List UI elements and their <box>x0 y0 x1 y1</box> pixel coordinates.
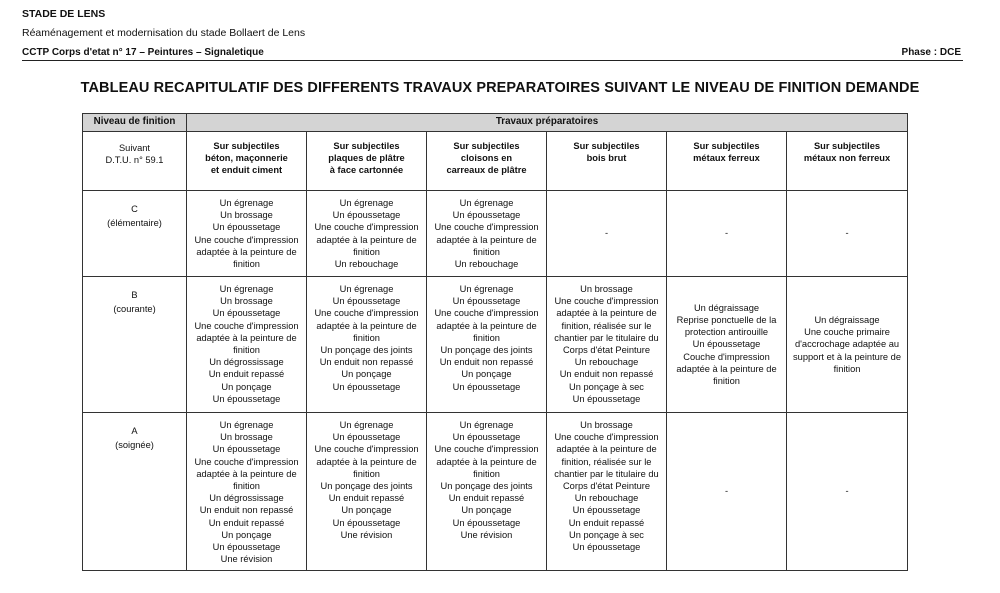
subjectile-header-line: métaux non ferreux <box>803 153 891 164</box>
preparatory-work-line: adaptée à la peinture de <box>316 320 417 331</box>
subjectile-header-line: Sur subjectiles <box>573 141 640 151</box>
preparatory-works-cell <box>667 413 787 571</box>
preparatory-work-line: chantier par le titulaire du <box>554 468 659 479</box>
finish-level-letter: B <box>131 290 138 300</box>
preparatory-work-line: - <box>724 228 729 239</box>
dtu-reference-cell <box>83 132 187 191</box>
preparatory-work-line: Une couche d'impression <box>554 432 659 443</box>
preparatory-work-line: finition <box>473 246 500 257</box>
subjectile-column-header <box>787 132 908 191</box>
preparatory-work-line: Un époussetage <box>692 339 761 350</box>
preparatory-work-line: adaptée à la peinture de <box>436 320 537 331</box>
cctp-label: CCTP Corps d'etat n° 17 – Peintures – Signaletique <box>22 47 264 58</box>
preparatory-work-line: Une révision <box>340 529 393 540</box>
subjectile-header-line: Sur subjectiles <box>813 141 881 151</box>
preparatory-work-line: Couche d'impression <box>683 351 770 362</box>
subjectile-header-line: plaques de plâtre <box>328 153 405 164</box>
preparatory-work-line: Un époussetage <box>452 517 521 528</box>
subjectile-header-line: bois brut <box>586 153 627 164</box>
finish-level-description: (élémentaire) <box>107 218 162 229</box>
preparatory-work-line: Un égrenage <box>339 198 394 208</box>
subjectile-column-header <box>547 132 667 191</box>
preparatory-work-line: Un enduit non repassé <box>319 357 414 368</box>
preparatory-work-line: finition, réalisée sur le <box>561 320 652 331</box>
preparatory-works-cell <box>787 277 908 413</box>
subjectile-column-header <box>187 132 307 191</box>
preparatory-work-line: Un dégrossissage <box>209 493 284 504</box>
preparatory-works-cell <box>667 277 787 413</box>
preparatory-work-line: Un rebouchage <box>334 259 399 270</box>
preparatory-works-cell <box>547 413 667 571</box>
preparatory-work-line: Un enduit non repassé <box>439 357 534 368</box>
preparatory-work-line: Un époussetage <box>572 393 641 404</box>
preparatory-work-line: finition <box>353 332 380 343</box>
preparatory-work-line: finition, réalisée sur le <box>561 456 652 467</box>
preparatory-work-line: adaptée à la peinture de <box>196 246 297 257</box>
document-subtitle: Réaménagement et modernisation du stade Bollaert de Lens <box>22 27 306 39</box>
subjectile-column-header <box>427 132 547 191</box>
preparatory-work-line: Un enduit repassé <box>328 493 405 504</box>
preparatory-work-line: Un égrenage <box>459 420 514 430</box>
preparatory-work-line: Une couche d'impression <box>194 320 299 331</box>
preparatory-work-line: Un époussetage <box>572 542 641 553</box>
preparatory-work-line: Un égrenage <box>459 198 514 208</box>
preparatory-work-line: Un époussetage <box>332 381 401 392</box>
finish-level-description: (soignée) <box>115 440 154 451</box>
preparatory-works-cell <box>427 413 547 571</box>
preparatory-work-line: Un époussetage <box>452 432 521 443</box>
subjectile-header-line: et enduit ciment <box>210 165 283 176</box>
preparatory-work-line: Un époussetage <box>212 308 281 319</box>
finish-level-cell <box>83 413 187 571</box>
preparatory-work-line: finition <box>713 376 740 386</box>
preparatory-work-line: Un époussetage <box>452 210 521 221</box>
finish-level-cell <box>83 191 187 277</box>
subjectile-header-line: Sur subjectiles <box>333 141 400 151</box>
subjectile-header-line: métaux ferreux <box>693 153 760 164</box>
preparatory-work-line: Un ponçage des joints <box>320 345 413 356</box>
preparatory-work-line: Un enduit repassé <box>208 517 285 528</box>
preparatory-work-line: Un brossage <box>220 432 273 443</box>
preparatory-work-line: Un ponçage <box>221 381 272 392</box>
preparatory-work-line: finition <box>353 246 380 257</box>
phase-label: Phase : DCE <box>901 47 961 58</box>
preparatory-work-line: Un brossage <box>220 296 273 307</box>
finish-level-row <box>83 191 908 277</box>
preparatory-work-line: Un ponçage des joints <box>440 345 533 356</box>
preparatory-work-line: Un enduit repassé <box>448 493 525 504</box>
preparatory-work-line: Reprise ponctuelle de la <box>676 314 777 325</box>
subjectile-header-line: Sur subjectiles <box>453 141 520 151</box>
preparatory-work-line: adaptée à la peinture de <box>556 308 657 319</box>
level-header: Niveau de finition <box>83 114 187 132</box>
preparatory-work-line: Un ponçage <box>221 529 272 540</box>
preparatory-work-line: Un ponçage des joints <box>320 481 413 492</box>
preparatory-work-line: Une couche d'impression <box>194 456 299 467</box>
subjectile-column-header <box>667 132 787 191</box>
preparatory-work-line: Un égrenage <box>339 284 394 294</box>
subjectile-header-line: Sur subjectiles <box>693 141 760 151</box>
preparatory-work-line: Un ponçage à sec <box>569 381 644 392</box>
preparatory-work-line: d'accrochage adaptée au <box>794 339 900 350</box>
preparatory-works-cell <box>667 191 787 277</box>
dtu-reference-line: D.T.U. n° 59.1 <box>105 155 164 166</box>
subjectile-column-header <box>307 132 427 191</box>
preparatory-works-cell <box>547 277 667 413</box>
preparatory-work-line: Un époussetage <box>212 542 281 553</box>
preparatory-work-line: Une couche d'impression <box>314 308 419 319</box>
preparatory-works-cell <box>307 191 427 277</box>
preparatory-work-line: finition <box>833 363 861 374</box>
finish-level-row <box>83 413 908 571</box>
finish-level-cell <box>83 277 187 413</box>
preparatory-work-line: Un époussetage <box>332 210 401 221</box>
preparatory-work-line: Une couche d'impression <box>434 222 539 233</box>
preparatory-work-line: Un rebouchage <box>574 493 639 504</box>
preparatory-work-line: adaptée à la peinture de <box>196 468 297 479</box>
preparatory-work-line: - <box>724 486 729 497</box>
preparatory-work-line: - <box>604 228 609 239</box>
preparatory-work-line: Une révision <box>220 554 273 565</box>
preparatory-work-line: adaptée à la peinture de <box>676 363 777 374</box>
preparatory-work-line: Un ponçage <box>461 369 512 380</box>
preparatory-work-line: Un rebouchage <box>574 357 639 368</box>
preparatory-work-line: adaptée à la peinture de <box>316 456 417 467</box>
preparatory-work-line: adaptée à la peinture de <box>436 456 537 467</box>
document-title: STADE DE LENS <box>22 8 106 20</box>
preparatory-work-line: Un ponçage <box>341 505 392 516</box>
preparatory-work-line: chantier par le titulaire du <box>554 332 659 343</box>
preparatory-work-line: finition <box>233 345 260 356</box>
preparatory-work-line: Un époussetage <box>212 444 281 455</box>
preparatory-work-line: Un ponçage à sec <box>569 529 644 540</box>
preparatory-work-line: Une révision <box>460 529 513 540</box>
preparatory-works-cell <box>187 191 307 277</box>
preparatory-work-line: Un époussetage <box>452 381 521 392</box>
preparatory-works-cell <box>547 191 667 277</box>
table-title: TABLEAU RECAPITULATIF DES DIFFERENTS TRAVAUX PREPARATOIRES SUIVANT LE NIVEAU DE FINITION DEMANDE <box>80 80 920 96</box>
preparatory-work-line: adaptée à la peinture de <box>436 234 537 245</box>
preparatory-work-line: Un ponçage <box>341 369 392 380</box>
preparatory-work-line: Une couche primaire <box>804 327 890 338</box>
preparatory-works-cell <box>787 413 908 571</box>
preparatory-work-line: Un ponçage des joints <box>440 481 533 492</box>
preparatory-work-line: Un brossage <box>580 284 633 294</box>
preparatory-work-line: Un époussetage <box>332 296 401 307</box>
preparatory-works-table <box>82 113 908 571</box>
preparatory-work-line: adaptée à la peinture de <box>556 444 657 455</box>
dtu-reference-line: Suivant <box>118 143 150 153</box>
preparatory-work-line: finition <box>473 468 500 479</box>
preparatory-work-line: Une couche d'impression <box>434 444 539 455</box>
preparatory-works-cell <box>787 191 908 277</box>
preparatory-work-line: Une couche d'impression <box>554 296 659 307</box>
preparatory-work-line: Un enduit repassé <box>208 369 285 380</box>
preparatory-work-line: Un époussetage <box>572 505 641 516</box>
preparatory-work-line: Un égrenage <box>219 284 274 294</box>
preparatory-work-line: Un dégrossissage <box>209 357 284 368</box>
preparatory-work-line: Un enduit repassé <box>568 517 645 528</box>
preparatory-work-line: Une couche d'impression <box>314 222 419 233</box>
preparatory-work-line: Un égrenage <box>219 420 274 430</box>
preparatory-work-line: Une couche d'impression <box>434 308 539 319</box>
preparatory-work-line: Un époussetage <box>212 222 281 233</box>
preparatory-work-line: Un époussetage <box>332 432 401 443</box>
preparatory-work-line: Une couche d'impression <box>314 444 419 455</box>
preparatory-work-line: Un époussetage <box>212 393 281 404</box>
cctp-line <box>22 47 963 61</box>
subjectile-header-line: cloisons en <box>460 153 513 164</box>
preparatory-work-line: Un époussetage <box>332 517 401 528</box>
preparatory-works-cell <box>427 277 547 413</box>
finish-level-description: (courante) <box>113 304 156 315</box>
preparatory-work-line: Corps d'état Peinture <box>562 345 651 356</box>
preparatory-works-cell <box>427 191 547 277</box>
subjectile-header-line: carreaux de plâtre <box>446 165 527 176</box>
preparatory-work-line: Un brossage <box>580 420 633 430</box>
preparatory-work-line: Un égrenage <box>219 198 274 208</box>
preparatory-work-line: Un enduit non repassé <box>199 505 294 516</box>
preparatory-work-line: Une couche d'impression <box>194 234 299 245</box>
preparatory-work-line: Un égrenage <box>459 284 514 294</box>
preparatory-work-line: Un dégraissage <box>693 302 760 313</box>
preparatory-work-line: finition <box>473 332 500 343</box>
preparatory-work-line: support et à la peinture de <box>793 351 902 362</box>
preparatory-work-line: protection antirouille <box>684 327 769 338</box>
preparatory-works-cell <box>307 413 427 571</box>
preparatory-work-line: - <box>845 486 849 497</box>
subjectile-header-line: à face cartonnée <box>329 165 404 176</box>
preparatory-work-line: finition <box>233 259 260 270</box>
preparatory-works-cell <box>307 277 427 413</box>
preparatory-work-line: Corps d'état Peinture <box>562 481 651 492</box>
column-header-row <box>83 132 908 191</box>
finish-level-letter: C <box>131 204 138 214</box>
preparatory-work-line: Un époussetage <box>452 296 521 307</box>
preparatory-work-line: Un rebouchage <box>454 259 519 270</box>
preparatory-work-line: Un égrenage <box>339 420 394 430</box>
preparatory-work-line: Un brossage <box>220 210 273 221</box>
preparatory-works-cell <box>187 277 307 413</box>
preparatory-work-line: adaptée à la peinture de <box>316 234 417 245</box>
preparatory-work-line: Un dégraissage <box>814 314 880 325</box>
preparatory-works-cell <box>187 413 307 571</box>
table-header-row <box>83 114 908 132</box>
preparatory-work-line: Un enduit non repassé <box>559 369 654 380</box>
finish-level-letter: A <box>131 426 138 436</box>
preparatory-work-line: finition <box>233 481 260 492</box>
works-header: Travaux préparatoires <box>187 114 908 132</box>
preparatory-work-line: finition <box>353 468 380 479</box>
subjectile-header-line: béton, maçonnerie <box>205 153 288 164</box>
preparatory-work-line: Un ponçage <box>461 505 512 516</box>
preparatory-work-line: adaptée à la peinture de <box>196 332 297 343</box>
finish-level-row <box>83 277 908 413</box>
preparatory-work-line: - <box>845 228 849 239</box>
subjectile-header-line: Sur subjectiles <box>213 141 280 151</box>
